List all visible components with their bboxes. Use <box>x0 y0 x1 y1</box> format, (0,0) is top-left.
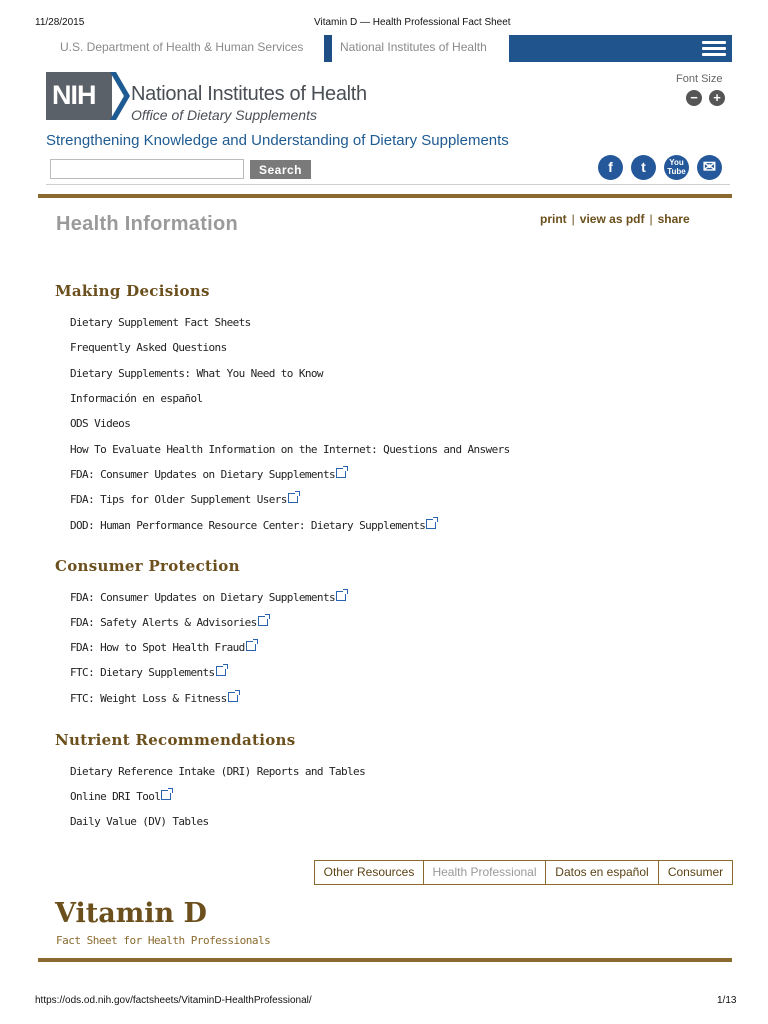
external-link-icon <box>288 493 298 503</box>
gold-divider-top <box>38 194 732 198</box>
pdf-link[interactable]: view as pdf <box>579 212 645 226</box>
tab-health-professional[interactable]: Health Professional <box>423 860 546 885</box>
list-item-label: FTC: Weight Loss & Fitness <box>70 692 227 705</box>
list-item-label: How To Evaluate Health Information on the Internet: Questions and Answers <box>70 443 510 456</box>
list-item-label: FDA: How to Spot Health Fraud <box>70 641 245 654</box>
nav-bar <box>509 35 732 62</box>
share-link[interactable]: share <box>657 212 690 226</box>
logo-chevron-icon <box>110 72 130 120</box>
group-heading-nutrient-recommendations: Nutrient Recommendations <box>55 731 296 749</box>
external-link-icon <box>336 468 346 478</box>
email-icon[interactable]: ✉ <box>697 155 722 180</box>
list-item[interactable] <box>70 392 203 405</box>
font-increase-button[interactable]: + <box>709 90 725 106</box>
list-item[interactable] <box>70 341 227 354</box>
hhs-link[interactable]: U.S. Department of Health & Human Services <box>60 40 304 54</box>
list-item[interactable] <box>70 815 209 828</box>
list-item-label: FDA: Consumer Updates on Dietary Supplements <box>70 468 335 481</box>
nih-logo[interactable] <box>46 72 112 120</box>
list-item-label: Información en español <box>70 392 203 405</box>
page-actions <box>540 212 690 226</box>
facebook-icon[interactable]: f <box>598 155 623 180</box>
list-item[interactable] <box>70 367 323 380</box>
list-item[interactable] <box>70 468 346 481</box>
external-link-icon <box>161 790 171 800</box>
list-item-label: Dietary Supplement Fact Sheets <box>70 316 251 329</box>
list-item-label: FDA: Safety Alerts & Advisories <box>70 616 257 629</box>
external-link-icon <box>228 692 238 702</box>
external-link-icon <box>258 616 268 626</box>
list-item[interactable] <box>70 616 268 629</box>
list-item-label: Dietary Supplements: What You Need to Know <box>70 367 323 380</box>
nih-separator <box>324 35 332 62</box>
group-heading-making-decisions: Making Decisions <box>55 282 210 300</box>
actions-sep: | <box>571 212 575 226</box>
article-subtitle: Fact Sheet for Health Professionals <box>56 934 271 947</box>
search-button[interactable]: Search <box>250 160 311 179</box>
nih-link[interactable]: National Institutes of Health <box>340 40 487 54</box>
list-item[interactable] <box>70 765 365 778</box>
twitter-icon[interactable]: t <box>631 155 656 180</box>
print-date: 11/28/2015 <box>35 17 85 28</box>
tab-datos-en-espanol[interactable]: Datos en español <box>545 860 659 885</box>
tab-other-resources[interactable]: Other Resources <box>314 860 424 885</box>
tagline: Strengthening Knowledge and Understanding of Dietary Supplements <box>46 132 509 149</box>
list-item[interactable] <box>70 443 510 456</box>
print-title: Vitamin D — Health Professional Fact Sheet <box>314 17 511 28</box>
list-item[interactable] <box>70 493 298 506</box>
list-item-label: ODS Videos <box>70 417 131 430</box>
list-item[interactable] <box>70 417 130 430</box>
logo-text: NIH <box>52 80 96 110</box>
brand-subtitle: Office of Dietary Supplements <box>131 107 317 123</box>
section-title: Health Information <box>56 213 239 235</box>
list-item-label: Dietary Reference Intake (DRI) Reports and Tables <box>70 765 366 778</box>
list-item-label: FDA: Tips for Older Supplement Users <box>70 493 287 506</box>
list-item[interactable] <box>70 666 226 679</box>
external-link-icon <box>216 666 226 676</box>
search-input[interactable] <box>50 159 244 179</box>
youtube-icon[interactable]: You Tube <box>664 155 689 180</box>
menu-icon[interactable] <box>702 41 726 57</box>
header-divider <box>46 184 730 185</box>
group-heading-consumer-protection: Consumer Protection <box>55 557 240 575</box>
font-size-label: Font Size <box>676 73 723 85</box>
external-link-icon <box>336 591 346 601</box>
print-footer-page: 1/13 <box>717 995 737 1006</box>
external-link-icon <box>426 519 436 529</box>
list-item-label: DOD: Human Performance Resource Center: Dietary Supplements <box>70 519 426 532</box>
list-item[interactable] <box>70 641 256 654</box>
gold-divider-bottom <box>38 958 732 962</box>
list-item[interactable] <box>70 692 238 705</box>
external-link-icon <box>246 641 256 651</box>
font-decrease-button[interactable]: − <box>686 90 702 106</box>
tab-consumer[interactable]: Consumer <box>658 860 733 885</box>
actions-sep: | <box>649 212 653 226</box>
list-item-label: FDA: Consumer Updates on Dietary Supplements <box>70 591 335 604</box>
list-item-label: Online DRI Tool <box>70 790 161 803</box>
print-link[interactable]: print <box>540 212 567 226</box>
list-item[interactable] <box>70 316 251 329</box>
list-item-label: Frequently Asked Questions <box>70 341 227 354</box>
print-footer-url: https://ods.od.nih.gov/factsheets/VitaminD-HealthProfessional/ <box>35 995 312 1006</box>
list-item[interactable] <box>70 591 346 604</box>
list-item-label: Daily Value (DV) Tables <box>70 815 209 828</box>
list-item-label: FTC: Dietary Supplements <box>70 666 215 679</box>
brand-title: National Institutes of Health <box>131 83 367 105</box>
list-item[interactable] <box>70 790 171 803</box>
list-item[interactable] <box>70 519 436 532</box>
article-title: Vitamin D <box>55 898 207 929</box>
